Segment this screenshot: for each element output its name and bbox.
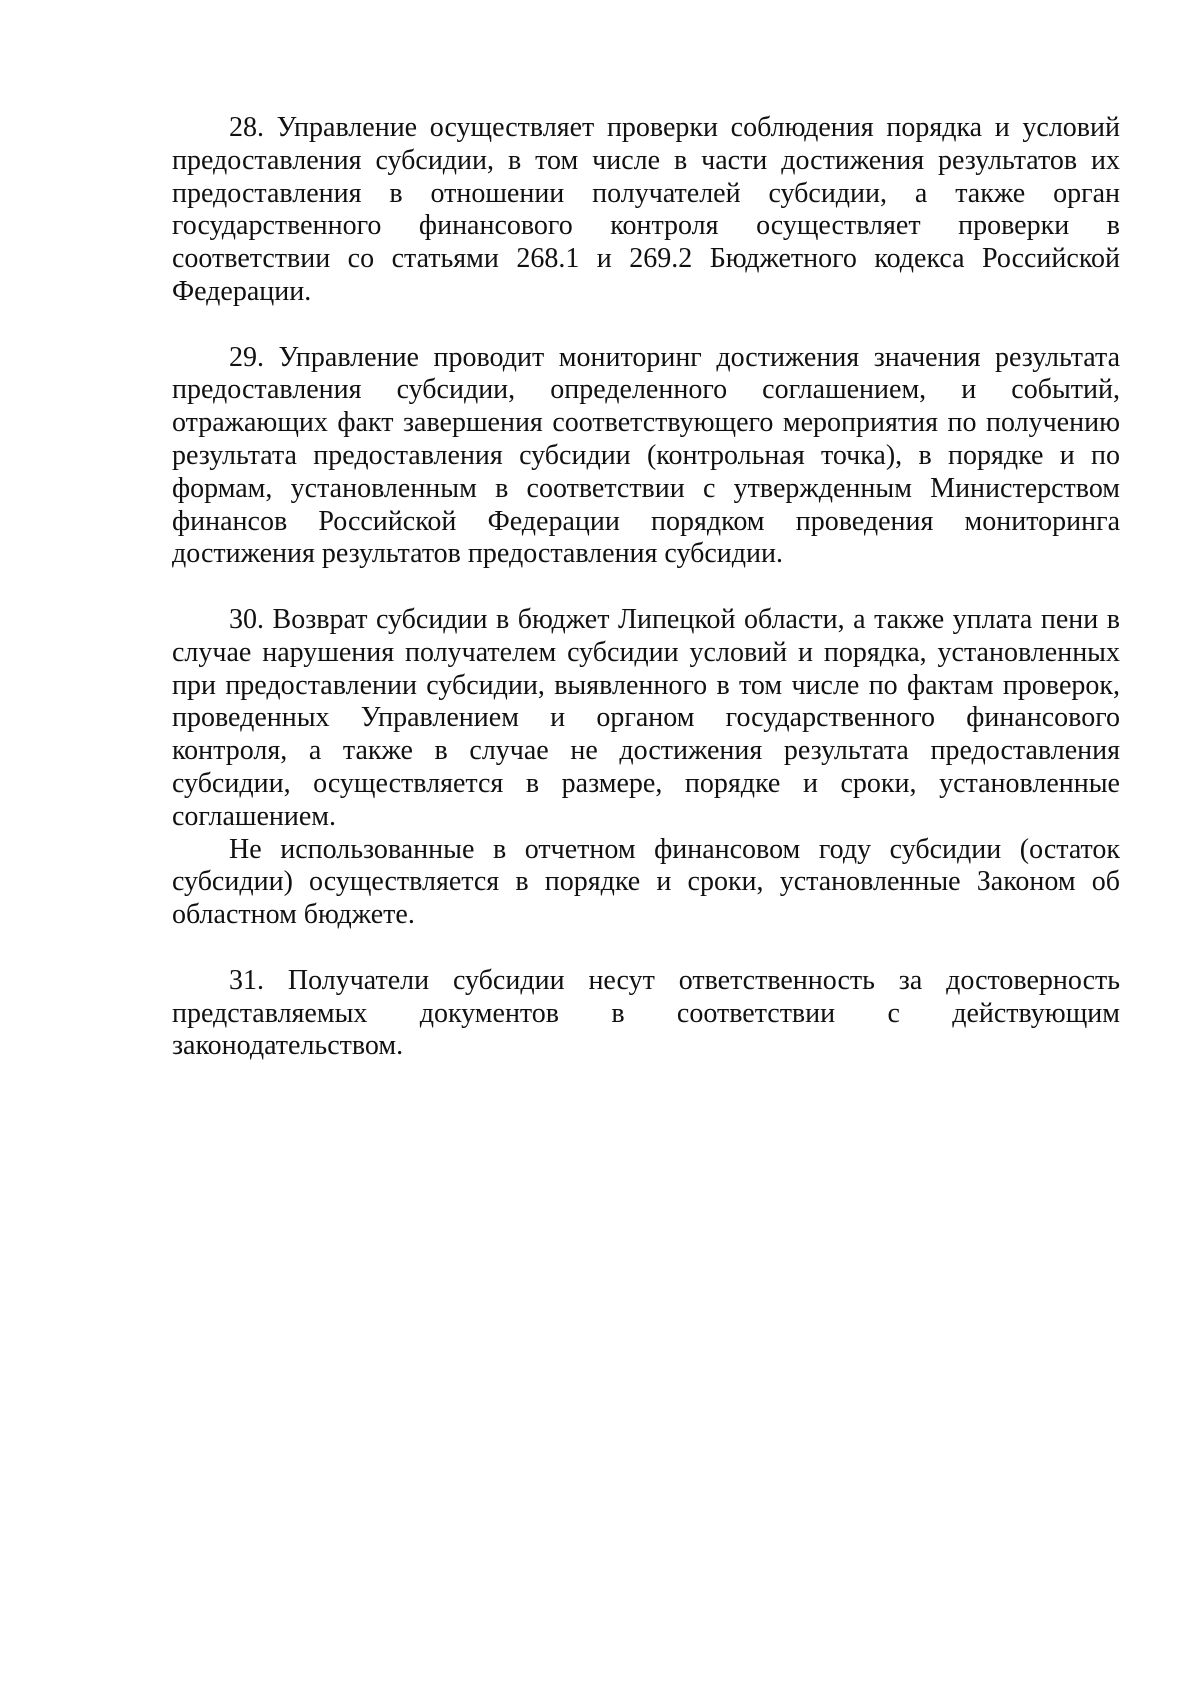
paragraph-30: 30. Возврат субсидии в бюджет Липецкой области, а также уплата пени в случае нарушения получателем субсидии условий и порядка, установленных при предоставлении субсидии, выявленного в том числе по фактам проверок, проведенных Управлением и органом государственного финансового контроля, а также в случае не достижения результата предоставления субсидии, осуществляется в размере, порядке и сроки, установленные соглашением.: [172, 603, 1120, 832]
paragraph-30-continuation: Не использованные в отчетном финансовом году субсидии (остаток субсидии) осуществляется в порядке и сроки, установленные Законом об областном бюджете.: [172, 833, 1120, 931]
paragraph-31: 31. Получатели субсидии несут ответственность за достоверность представляемых документов в соответствии с действующим законодательством.: [172, 964, 1120, 1062]
paragraph-28: 28. Управление осуществляет проверки соблюдения порядка и условий предоставления субсидии, в том числе в части достижения результатов их предоставления в отношении получателей субсидии, а также орган государственного финансового контроля осуществляет проверки в соответствии со статьями 268.1 и 269.2 Бюджетного кодекса Российской Федерации.: [172, 112, 1120, 307]
paragraph-29: 29. Управление проводит мониторинг достижения значения результата предоставления субсидии, определенного соглашением, и событий, отражающих факт завершения соответствующего мероприятия по получению результата предоставления субсидии (контрольная точка), в порядке и по формам, установленным в соответствии с утвержденным Министерством финансов Российской Федерации порядком проведения мониторинга достижения результатов предоставления субсидии.: [172, 341, 1120, 570]
document-body: [172, 112, 1120, 1063]
